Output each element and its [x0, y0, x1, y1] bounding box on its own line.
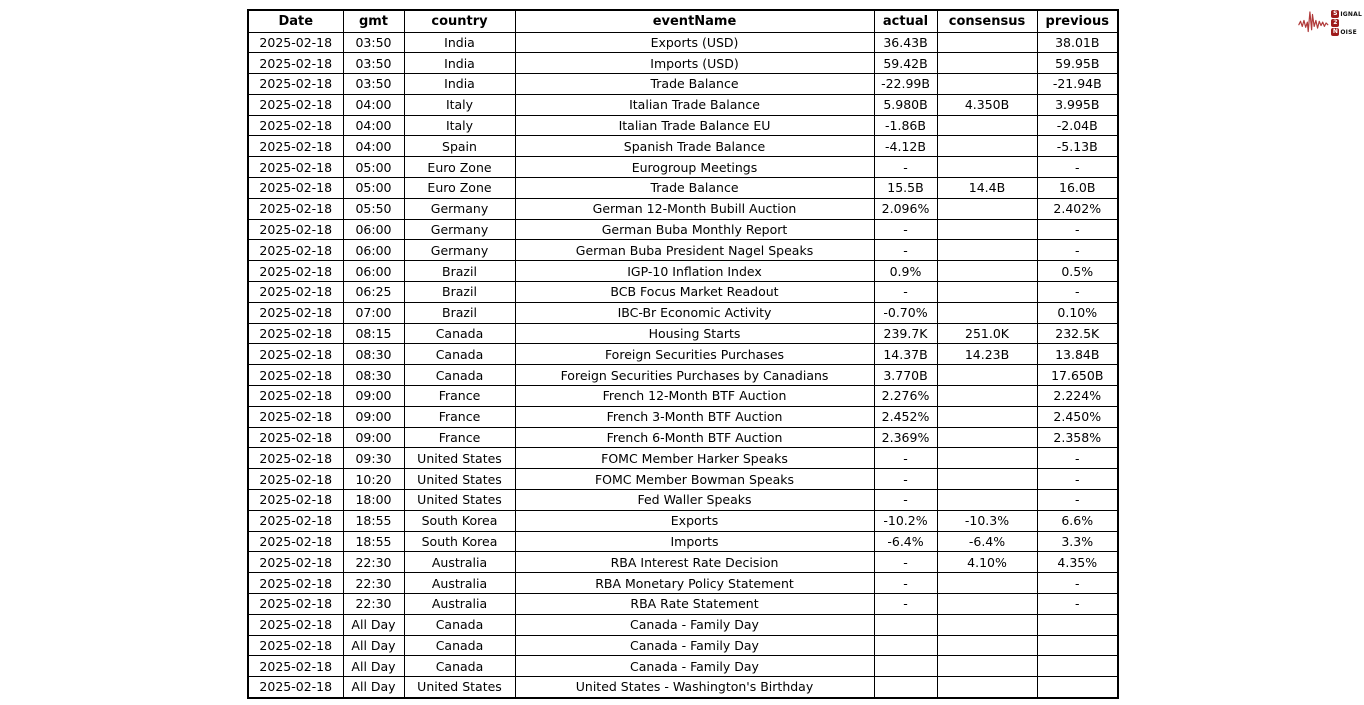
cell — [874, 677, 937, 698]
cell: 08:15 — [343, 323, 404, 344]
column-header-consensus: consensus — [937, 10, 1037, 32]
table-row — [248, 573, 1118, 594]
cell — [937, 386, 1037, 407]
cell: All Day — [343, 656, 404, 677]
cell: - — [874, 282, 937, 303]
cell — [874, 656, 937, 677]
table-row — [248, 136, 1118, 157]
table-row — [248, 261, 1118, 282]
cell — [937, 365, 1037, 386]
cell — [1037, 677, 1118, 698]
cell: 4.10% — [937, 552, 1037, 573]
cell: 2025-02-18 — [248, 240, 343, 261]
table-row — [248, 219, 1118, 240]
cell: 18:55 — [343, 510, 404, 531]
table-row — [248, 427, 1118, 448]
table-row — [248, 594, 1118, 615]
cell: -6.4% — [937, 531, 1037, 552]
cell: 2025-02-18 — [248, 32, 343, 53]
cell — [1037, 656, 1118, 677]
cell: 2.358% — [1037, 427, 1118, 448]
table-row — [248, 677, 1118, 698]
cell: FOMC Member Bowman Speaks — [515, 469, 874, 490]
cell: 04:00 — [343, 94, 404, 115]
cell: 05:00 — [343, 178, 404, 199]
table-row — [248, 157, 1118, 178]
cell — [937, 469, 1037, 490]
table-row — [248, 74, 1118, 95]
table-body — [248, 32, 1118, 698]
cell: - — [874, 469, 937, 490]
cell: IBC-Br Economic Activity — [515, 302, 874, 323]
cell: Brazil — [404, 261, 515, 282]
economic-calendar-table — [247, 9, 1119, 699]
cell: -10.3% — [937, 510, 1037, 531]
cell — [937, 302, 1037, 323]
cell: 59.42B — [874, 53, 937, 74]
logo-line-signal — [1331, 10, 1362, 18]
cell: 05:00 — [343, 157, 404, 178]
cell: 2.369% — [874, 427, 937, 448]
cell: - — [874, 573, 937, 594]
cell: 2025-02-18 — [248, 677, 343, 698]
cell: Imports — [515, 531, 874, 552]
cell — [937, 594, 1037, 615]
cell: Italian Trade Balance EU — [515, 115, 874, 136]
column-header-gmt: gmt — [343, 10, 404, 32]
table-row — [248, 282, 1118, 303]
cell — [937, 240, 1037, 261]
cell: 10:20 — [343, 469, 404, 490]
cell: United States — [404, 490, 515, 511]
column-header-country: country — [404, 10, 515, 32]
cell: 2025-02-18 — [248, 323, 343, 344]
cell: -10.2% — [874, 510, 937, 531]
cell: United States — [404, 448, 515, 469]
cell: Euro Zone — [404, 157, 515, 178]
cell: India — [404, 53, 515, 74]
cell: Canada — [404, 635, 515, 656]
cell: - — [1037, 219, 1118, 240]
cell: - — [874, 219, 937, 240]
cell: German 12-Month Bubill Auction — [515, 198, 874, 219]
cell: 16.0B — [1037, 178, 1118, 199]
cell: 2.450% — [1037, 406, 1118, 427]
cell: Canada - Family Day — [515, 656, 874, 677]
cell — [937, 635, 1037, 656]
cell: 0.5% — [1037, 261, 1118, 282]
table-row — [248, 323, 1118, 344]
cell: Canada - Family Day — [515, 614, 874, 635]
table-row — [248, 53, 1118, 74]
cell: 36.43B — [874, 32, 937, 53]
cell: IGP-10 Inflation Index — [515, 261, 874, 282]
cell: 2025-02-18 — [248, 531, 343, 552]
cell: 2025-02-18 — [248, 448, 343, 469]
cell: 2025-02-18 — [248, 136, 343, 157]
table-row — [248, 531, 1118, 552]
cell: 0.9% — [874, 261, 937, 282]
cell: Australia — [404, 573, 515, 594]
cell: 14.37B — [874, 344, 937, 365]
table-row — [248, 635, 1118, 656]
economic-calendar — [247, 9, 1118, 699]
logo-n-box: N — [1332, 28, 1338, 35]
cell: 06:25 — [343, 282, 404, 303]
cell — [937, 32, 1037, 53]
table-row — [248, 344, 1118, 365]
cell: -4.12B — [874, 136, 937, 157]
cell: - — [874, 240, 937, 261]
cell: India — [404, 32, 515, 53]
cell: Italy — [404, 94, 515, 115]
cell: France — [404, 427, 515, 448]
cell: 2.224% — [1037, 386, 1118, 407]
cell: Canada — [404, 614, 515, 635]
table-row — [248, 365, 1118, 386]
table-row — [248, 656, 1118, 677]
cell: RBA Rate Statement — [515, 594, 874, 615]
cell: 09:00 — [343, 427, 404, 448]
cell: - — [1037, 490, 1118, 511]
cell: 2025-02-18 — [248, 427, 343, 448]
cell: Exports — [515, 510, 874, 531]
cell: French 6-Month BTF Auction — [515, 427, 874, 448]
cell: - — [874, 490, 937, 511]
cell: 2025-02-18 — [248, 74, 343, 95]
logo-line-noise — [1331, 28, 1362, 36]
table-row — [248, 552, 1118, 573]
table-row — [248, 490, 1118, 511]
cell: 2025-02-18 — [248, 344, 343, 365]
column-header-date: Date — [248, 10, 343, 32]
cell: - — [874, 448, 937, 469]
cell: 2025-02-18 — [248, 178, 343, 199]
cell: Spanish Trade Balance — [515, 136, 874, 157]
cell — [937, 261, 1037, 282]
cell: 2025-02-18 — [248, 261, 343, 282]
cell: 2025-02-18 — [248, 656, 343, 677]
cell — [937, 573, 1037, 594]
cell: 09:00 — [343, 406, 404, 427]
column-header-eventname: eventName — [515, 10, 874, 32]
cell: 18:00 — [343, 490, 404, 511]
cell: FOMC Member Harker Speaks — [515, 448, 874, 469]
cell: Germany — [404, 240, 515, 261]
cell: 2025-02-18 — [248, 157, 343, 178]
cell: 2025-02-18 — [248, 386, 343, 407]
cell — [1037, 614, 1118, 635]
cell — [937, 614, 1037, 635]
table-row — [248, 302, 1118, 323]
cell: -5.13B — [1037, 136, 1118, 157]
logo-noise-text: OISE — [1340, 28, 1357, 36]
cell: France — [404, 406, 515, 427]
cell: 14.4B — [937, 178, 1037, 199]
cell: 2025-02-18 — [248, 302, 343, 323]
table-row — [248, 614, 1118, 635]
logo-signal-text: IGNAL — [1340, 10, 1362, 18]
cell: 2025-02-18 — [248, 115, 343, 136]
cell — [937, 115, 1037, 136]
cell: 09:30 — [343, 448, 404, 469]
cell: Exports (USD) — [515, 32, 874, 53]
cell — [937, 136, 1037, 157]
cell: All Day — [343, 635, 404, 656]
cell: All Day — [343, 614, 404, 635]
cell: 2025-02-18 — [248, 510, 343, 531]
cell: Fed Waller Speaks — [515, 490, 874, 511]
cell: 2025-02-18 — [248, 594, 343, 615]
cell: 13.84B — [1037, 344, 1118, 365]
cell: 2025-02-18 — [248, 573, 343, 594]
cell: German Buba President Nagel Speaks — [515, 240, 874, 261]
cell: 03:50 — [343, 32, 404, 53]
cell: - — [874, 157, 937, 178]
cell — [937, 157, 1037, 178]
cell: 2025-02-18 — [248, 635, 343, 656]
table-row — [248, 448, 1118, 469]
table-row — [248, 94, 1118, 115]
cell: 59.95B — [1037, 53, 1118, 74]
cell: 2.402% — [1037, 198, 1118, 219]
table-row — [248, 115, 1118, 136]
cell: 4.350B — [937, 94, 1037, 115]
cell: 18:55 — [343, 531, 404, 552]
cell: 03:50 — [343, 74, 404, 95]
cell: 22:30 — [343, 594, 404, 615]
cell — [874, 635, 937, 656]
cell: - — [874, 594, 937, 615]
cell: 3.3% — [1037, 531, 1118, 552]
table-header — [248, 10, 1118, 32]
cell: 2025-02-18 — [248, 490, 343, 511]
cell: 3.770B — [874, 365, 937, 386]
column-header-actual: actual — [874, 10, 937, 32]
cell: Trade Balance — [515, 178, 874, 199]
cell: Foreign Securities Purchases by Canadians — [515, 365, 874, 386]
cell: Australia — [404, 552, 515, 573]
header-row — [248, 10, 1118, 32]
cell: French 12-Month BTF Auction — [515, 386, 874, 407]
cell: Euro Zone — [404, 178, 515, 199]
cell: 09:00 — [343, 386, 404, 407]
cell — [937, 219, 1037, 240]
cell: -21.94B — [1037, 74, 1118, 95]
cell: 2025-02-18 — [248, 469, 343, 490]
table-row — [248, 32, 1118, 53]
cell: South Korea — [404, 510, 515, 531]
logo-2-box: 2 — [1333, 19, 1338, 26]
cell: 06:00 — [343, 240, 404, 261]
cell: 14.23B — [937, 344, 1037, 365]
cell: 239.7K — [874, 323, 937, 344]
table-row — [248, 178, 1118, 199]
cell: - — [874, 552, 937, 573]
cell — [937, 406, 1037, 427]
cell: Italian Trade Balance — [515, 94, 874, 115]
cell — [937, 282, 1037, 303]
cell: 03:50 — [343, 53, 404, 74]
cell: Trade Balance — [515, 74, 874, 95]
cell: United States — [404, 469, 515, 490]
waveform-icon — [1298, 7, 1330, 39]
cell — [937, 53, 1037, 74]
cell: -22.99B — [874, 74, 937, 95]
cell: 2025-02-18 — [248, 198, 343, 219]
cell: 17.650B — [1037, 365, 1118, 386]
column-header-previous: previous — [1037, 10, 1118, 32]
cell: 2025-02-18 — [248, 552, 343, 573]
cell: South Korea — [404, 531, 515, 552]
cell — [1037, 635, 1118, 656]
cell: 2025-02-18 — [248, 614, 343, 635]
cell: 2.276% — [874, 386, 937, 407]
cell: BCB Focus Market Readout — [515, 282, 874, 303]
table-row — [248, 406, 1118, 427]
signal2noise-logo — [1298, 6, 1362, 40]
cell: Canada — [404, 344, 515, 365]
cell — [937, 656, 1037, 677]
cell: - — [1037, 573, 1118, 594]
logo-line-two — [1331, 19, 1362, 27]
cell — [937, 74, 1037, 95]
cell: Italy — [404, 115, 515, 136]
cell — [874, 614, 937, 635]
cell: 2025-02-18 — [248, 406, 343, 427]
cell: -1.86B — [874, 115, 937, 136]
cell: Canada — [404, 365, 515, 386]
cell: 2025-02-18 — [248, 53, 343, 74]
cell: RBA Interest Rate Decision — [515, 552, 874, 573]
cell: -6.4% — [874, 531, 937, 552]
cell: - — [1037, 469, 1118, 490]
cell — [937, 427, 1037, 448]
cell: 06:00 — [343, 219, 404, 240]
cell: 04:00 — [343, 115, 404, 136]
cell: Australia — [404, 594, 515, 615]
cell: -2.04B — [1037, 115, 1118, 136]
cell: 22:30 — [343, 573, 404, 594]
cell — [937, 677, 1037, 698]
cell: 15.5B — [874, 178, 937, 199]
cell: United States - Washington's Birthday — [515, 677, 874, 698]
logo-text — [1331, 10, 1362, 36]
cell: - — [1037, 282, 1118, 303]
cell: Brazil — [404, 282, 515, 303]
cell: Housing Starts — [515, 323, 874, 344]
cell: 2.096% — [874, 198, 937, 219]
cell: Imports (USD) — [515, 53, 874, 74]
cell — [937, 448, 1037, 469]
cell: Spain — [404, 136, 515, 157]
cell: 232.5K — [1037, 323, 1118, 344]
cell: 04:00 — [343, 136, 404, 157]
cell: Foreign Securities Purchases — [515, 344, 874, 365]
cell: - — [1037, 594, 1118, 615]
cell: 2025-02-18 — [248, 365, 343, 386]
cell: 4.35% — [1037, 552, 1118, 573]
cell: Brazil — [404, 302, 515, 323]
cell: 2025-02-18 — [248, 94, 343, 115]
cell: 0.10% — [1037, 302, 1118, 323]
cell: Eurogroup Meetings — [515, 157, 874, 178]
cell: 6.6% — [1037, 510, 1118, 531]
cell: - — [1037, 240, 1118, 261]
cell: All Day — [343, 677, 404, 698]
cell: Canada — [404, 323, 515, 344]
cell: RBA Monetary Policy Statement — [515, 573, 874, 594]
cell: Canada — [404, 656, 515, 677]
cell: India — [404, 74, 515, 95]
cell: - — [1037, 157, 1118, 178]
table-row — [248, 469, 1118, 490]
cell: 07:00 — [343, 302, 404, 323]
cell: 2.452% — [874, 406, 937, 427]
cell: German Buba Monthly Report — [515, 219, 874, 240]
cell: 38.01B — [1037, 32, 1118, 53]
cell: United States — [404, 677, 515, 698]
cell: 08:30 — [343, 344, 404, 365]
cell: 2025-02-18 — [248, 219, 343, 240]
table-row — [248, 198, 1118, 219]
cell: - — [1037, 448, 1118, 469]
cell: 5.980B — [874, 94, 937, 115]
cell: French 3-Month BTF Auction — [515, 406, 874, 427]
cell — [937, 198, 1037, 219]
cell — [937, 490, 1037, 511]
table-row — [248, 386, 1118, 407]
table-row — [248, 510, 1118, 531]
logo-s-box: S — [1333, 10, 1338, 17]
cell: 22:30 — [343, 552, 404, 573]
cell: Germany — [404, 198, 515, 219]
cell: Canada - Family Day — [515, 635, 874, 656]
cell: 06:00 — [343, 261, 404, 282]
cell: Germany — [404, 219, 515, 240]
cell: -0.70% — [874, 302, 937, 323]
table-row — [248, 240, 1118, 261]
cell: 251.0K — [937, 323, 1037, 344]
cell: 08:30 — [343, 365, 404, 386]
cell: France — [404, 386, 515, 407]
cell: 05:50 — [343, 198, 404, 219]
cell: 2025-02-18 — [248, 282, 343, 303]
cell: 3.995B — [1037, 94, 1118, 115]
